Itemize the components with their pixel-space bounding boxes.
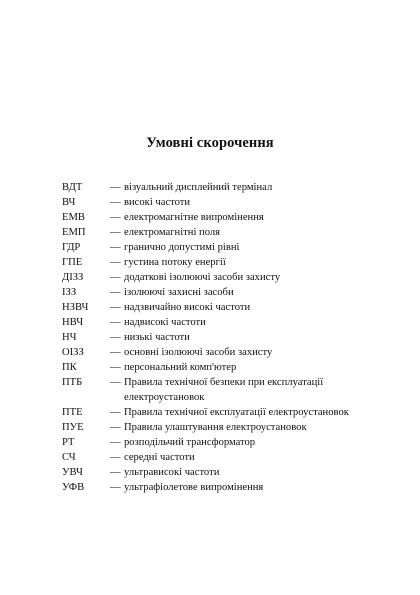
definition: низькі частоти <box>124 332 190 343</box>
definition: Правила технічної безпеки при експлуатації електроустановок <box>124 377 324 403</box>
abbreviation-row <box>62 480 372 495</box>
abbreviation: НВЧ <box>62 317 84 328</box>
abbreviation-row <box>62 435 372 450</box>
abbreviation: ДІЗЗ <box>62 272 84 283</box>
dash-separator: — <box>110 467 121 478</box>
abbreviation-row <box>62 210 372 225</box>
dash-separator: — <box>110 212 121 223</box>
abbreviation-row <box>62 375 372 405</box>
abbreviation-row <box>62 360 372 375</box>
abbreviation: ГДР <box>62 242 81 253</box>
abbreviation-row <box>62 465 372 480</box>
abbreviation-row <box>62 285 372 300</box>
dash-separator: — <box>110 362 121 373</box>
definition: електромагнітні поля <box>124 227 221 238</box>
abbreviation: ЕМП <box>62 227 86 238</box>
abbreviation: НЗВЧ <box>62 302 89 313</box>
abbreviation: ПТБ <box>62 377 83 388</box>
abbreviation: РТ <box>62 437 75 448</box>
definition: візуальний дисплейний термінал <box>124 182 273 193</box>
abbreviation: УФВ <box>62 482 85 493</box>
abbreviation: ПК <box>62 362 77 373</box>
abbreviation: ВДТ <box>62 182 83 193</box>
definition: додаткові ізолюючі засоби захисту <box>124 272 281 283</box>
dash-separator: — <box>110 197 121 208</box>
abbreviation: ПТЕ <box>62 407 83 418</box>
dash-separator: — <box>110 332 121 343</box>
dash-separator: — <box>110 317 121 328</box>
dash-separator: — <box>110 452 121 463</box>
definition: ультрафіолетове випромінення <box>124 482 264 493</box>
abbreviation: УВЧ <box>62 467 83 478</box>
abbreviation: ГПЕ <box>62 257 83 268</box>
page-title: Умовні скорочення <box>146 135 274 151</box>
abbreviation-list <box>62 180 372 495</box>
abbreviation: ІЗЗ <box>62 287 77 298</box>
definition: гранично допустимі рівні <box>124 242 240 253</box>
abbreviation-row <box>62 225 372 240</box>
definition: ізолюючі захисні засоби <box>124 287 234 298</box>
dash-separator: — <box>110 482 121 493</box>
dash-separator: — <box>110 242 121 253</box>
dash-separator: — <box>110 227 121 238</box>
abbreviation-row <box>62 405 372 420</box>
abbreviation-row <box>62 240 372 255</box>
dash-separator: — <box>110 347 121 358</box>
dash-separator: — <box>110 302 121 313</box>
dash-separator: — <box>110 422 121 433</box>
abbreviation-row <box>62 420 372 435</box>
abbreviation: ЕМВ <box>62 212 85 223</box>
definition: середні частоти <box>124 452 195 463</box>
abbreviation-row <box>62 300 372 315</box>
definition: основні ізолюючі засоби захисту <box>124 347 273 358</box>
abbreviation-row <box>62 270 372 285</box>
dash-separator: — <box>110 287 121 298</box>
definition: ультрависокі частоти <box>124 467 220 478</box>
abbreviation-row <box>62 180 372 195</box>
definition: розподільчий трансформатор <box>124 437 256 448</box>
dash-separator: — <box>110 407 121 418</box>
abbreviation: ОІЗЗ <box>62 347 84 358</box>
dash-separator: — <box>110 377 121 388</box>
abbreviation-row <box>62 315 372 330</box>
dash-separator: — <box>110 257 121 268</box>
definition: електромагнітне випромінення <box>124 212 264 223</box>
abbreviation-row <box>62 450 372 465</box>
definition: густина потоку енергії <box>124 257 226 268</box>
abbreviation-row <box>62 195 372 210</box>
dash-separator: — <box>110 437 121 448</box>
definition: Правила улаштування електроустановок <box>124 422 307 433</box>
definition: Правила технічної експлуатації електроустановок <box>124 407 349 418</box>
definition: персональний комп'ютер <box>124 362 237 373</box>
definition: надзвичайно високі частоти <box>124 302 251 313</box>
abbreviation: ПУЕ <box>62 422 84 433</box>
abbreviation: СЧ <box>62 452 76 463</box>
abbreviation-row <box>62 330 372 345</box>
definition: високі частоти <box>124 197 191 208</box>
abbreviation: ВЧ <box>62 197 76 208</box>
dash-separator: — <box>110 272 121 283</box>
definition: надвисокі частоти <box>124 317 206 328</box>
dash-separator: — <box>110 182 121 193</box>
abbreviation-row <box>62 255 372 270</box>
abbreviation-row <box>62 345 372 360</box>
abbreviation: НЧ <box>62 332 77 343</box>
